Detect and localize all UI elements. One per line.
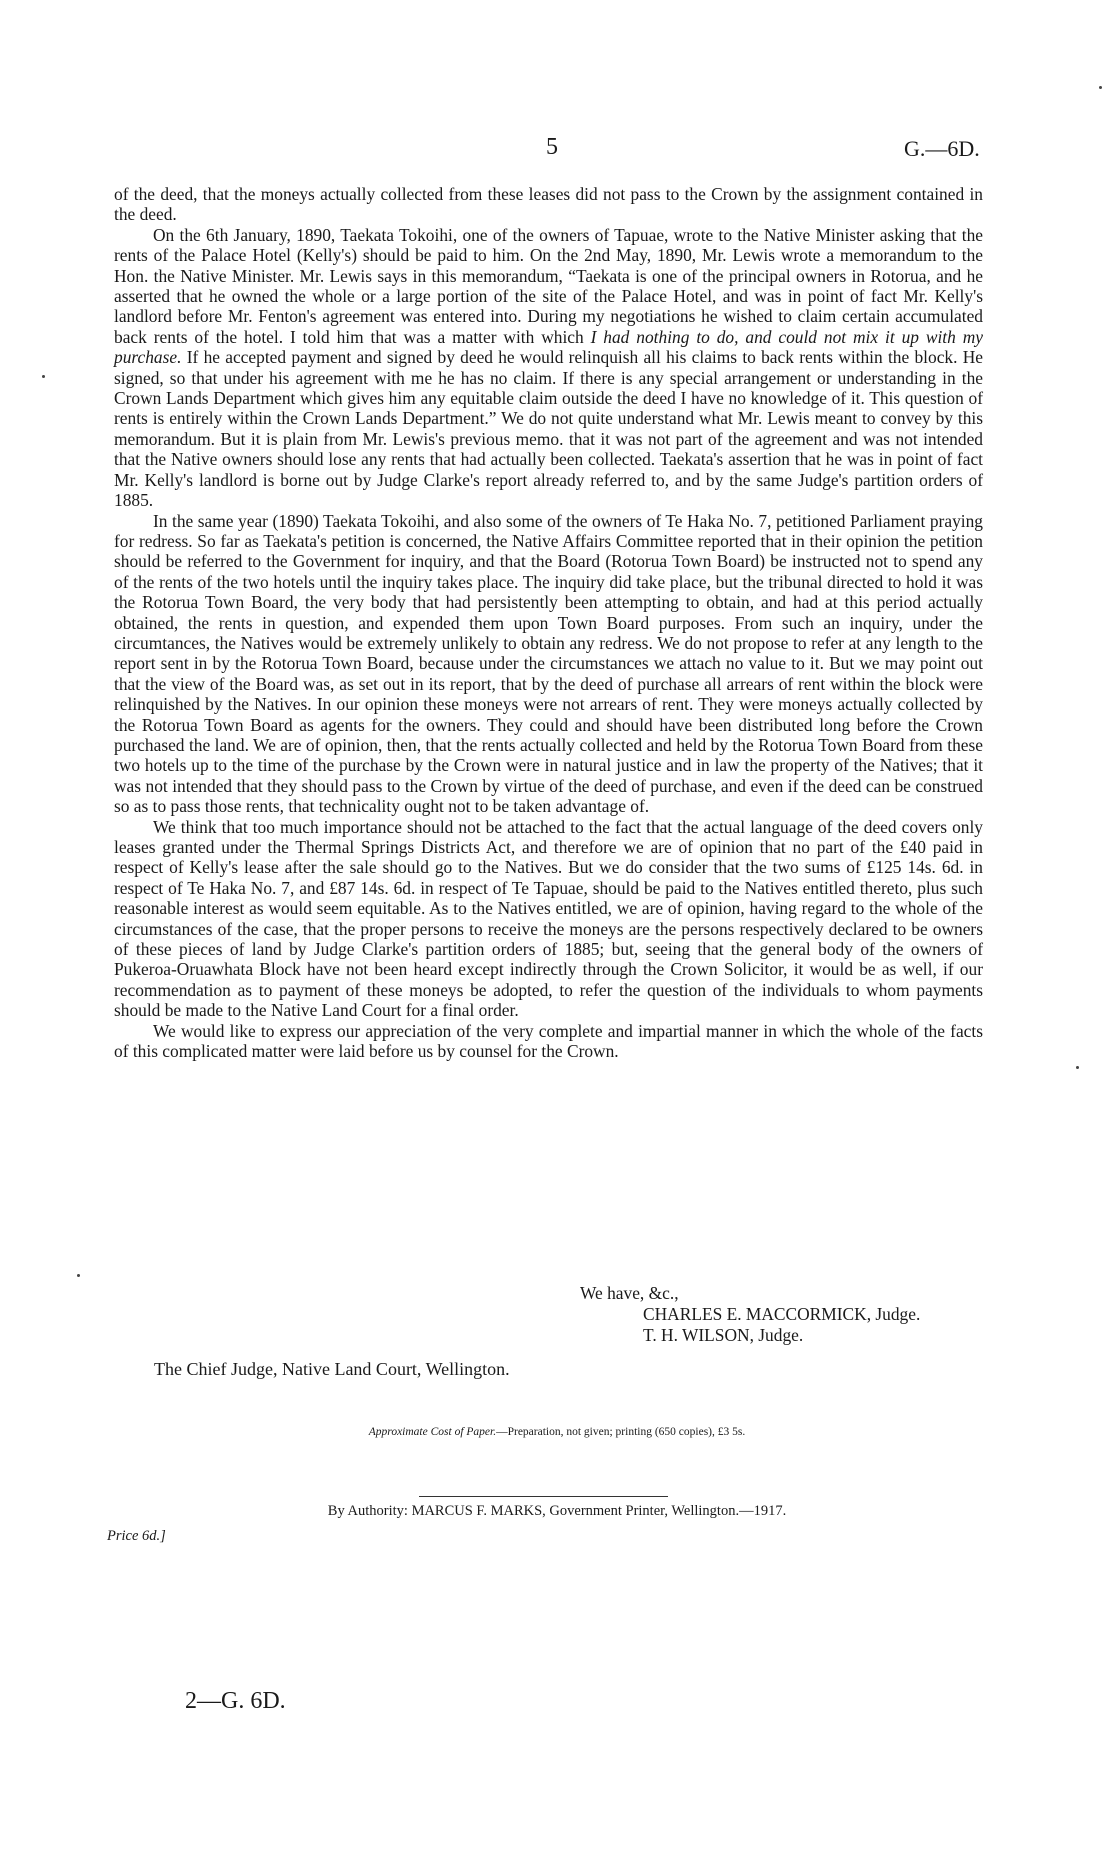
paper-speck bbox=[1099, 86, 1102, 89]
paragraph-2-text-a: On the 6th January, 1890, Taekata Tokoihi, one of the owners of Tapuae, wrote to the Native Minister asking that the rents of the Palace Hotel (Kelly's) should be paid to him. On the 2nd May, 1890, Mr. Lewis wrote a memorandum to the Hon. the Native Minister. Mr. Lewis says in this memorandum, “Taekata is one of the principal owners in Rotorua, and he asserted that he owned the whole or a large portion of the site of the Palace Hotel, and was in point of fact Mr. Kelly's landlord before Mr. Fenton's agreement was entered into. During my negotiations he wished to claim certain accumulated back rents of the hotel. I told him that was a matter with which bbox=[114, 224, 983, 347]
body-text bbox=[114, 184, 983, 1061]
addressee: The Chief Judge, Native Land Court, Wellington. bbox=[154, 1359, 510, 1379]
paragraph-5: We would like to express our appreciation of the very complete and impartial manner in which the whole of the facts of this complicated matter were laid before us by counsel for the Crown. bbox=[114, 1020, 983, 1062]
paragraph-4: We think that too much importance should not be attached to the fact that the actual language of the deed covers only leases granted under the Thermal Springs Districts Act, and therefore we are of opinion that no part of the £40 paid in respect of Kelly's lease after the sale should go to the Natives. But we do consider that the two sums of £125 14s. 6d. in respect of Te Haka No. 7, and £87 14s. 6d. in respect of Te Tapuae, should be paid to the Natives entitled thereto, plus such reasonable interest as would seem equitable. As to the Natives entitled, we are of opinion, having regard to the whole of the circumstances of the case, that the proper persons to receive the moneys are the persons respectively declared to be owners of these pieces of land by Judge Clarke's partition orders of 1885; but, seeing that the general body of the owners of Pukeroa-Oruawhata Block have not been heard except indirectly through the Crown Solicitor, it would be as well, if our recommendation as to payment of these moneys be adopted, to refer the question of the individuals to whom payments should be made to the Native Land Court for a final order. bbox=[114, 816, 983, 1021]
signature-maccormick: CHARLES E. MACCORMICK, Judge. bbox=[643, 1304, 921, 1324]
closing-salutation: We have, &c., bbox=[580, 1283, 679, 1303]
cost-note bbox=[0, 1426, 1114, 1438]
cost-note-label: Approximate Cost of Paper. bbox=[368, 1426, 497, 1438]
paper-speck bbox=[1076, 1066, 1079, 1069]
printer-authority: By Authority: MARCUS F. MARKS, Government Printer, Wellington.—1917. bbox=[327, 1503, 787, 1519]
paragraph-2-text-b: If he accepted payment and signed by deed he would relinquish all his claims to back rents within the block. He signed, so that under his agreement with me he has no claim. If there is any special arrangement or understanding in the Crown Lands Department which gives him any equitable claim outside the deed I have no knowledge of it. This question of rents is entirely within the Crown Lands Department.” We do not quite understand what Mr. Lewis meant to convey by this memorandum. But it is plain from Mr. Lewis's previous memo. that it was not part of the agreement and was not intended that the Native owners should lose any rents that had actually been collected. Taekata's assertion that he was in point of fact Mr. Kelly's landlord is borne out by Judge Clarke's report already referred to, and by the same Judge's partition orders of 1885. bbox=[114, 347, 983, 511]
paper-speck bbox=[42, 375, 45, 378]
paragraph-2 bbox=[114, 225, 983, 511]
price-note: Price 6d.] bbox=[107, 1528, 166, 1544]
document-code: G.—6D. bbox=[904, 136, 980, 161]
paragraph-1: of the deed, that the moneys actually collected from these leases did not pass to the Crown by the assignment contained in the deed. bbox=[114, 184, 983, 225]
divider-rule bbox=[419, 1496, 668, 1497]
signature-wilson: T. H. WILSON, Judge. bbox=[643, 1325, 804, 1345]
page-number: 5 bbox=[546, 134, 558, 160]
footer-code: 2—G. 6D. bbox=[185, 1688, 286, 1714]
paragraph-3: In the same year (1890) Taekata Tokoihi, and also some of the owners of Te Haka No. 7, petitioned Parliament praying for redress. So far as Taekata's petition is concerned, the Native Affairs Committee reported that in their opinion the petition should be referred to the Government for inquiry, and that the Board (Rotorua Town Board) be instructed not to spend any of the rents of the two hotels until the inquiry takes place. The inquiry did take place, but the tribunal directed to hold it was the Rotorua Town Board, the very body that had persistently been attempting to obtain, and had at this period actually obtained, the rents in question, and expended them upon Town Board purposes. From such an inquiry, under the circumtances, the Natives would be extremely unlikely to obtain any redress. We do not propose to refer at any length to the report sent in by the Rotorua Town Board, because under the circumstances we attach no value to it. But we may point out that the view of the Board was, as set out in its report, that by the deed of purchase all arrears of rent within the block were relinquished by the Natives. In our opinion these moneys were not arrears of rent. They were moneys actually collected by the Rotorua Town Board as agents for the owners. They could and should have been distributed long before the Crown purchased the land. We are of opinion, then, that the rents actually collected and held by the Rotorua Town Board from these two hotels up to the time of the purchase by the Crown were in natural justice and in law the property of the Natives; that it was not intended that they should pass to the Crown by virtue of the deed of purchase, and even if the deed can be construed so as to pass those rents, that technicality ought not to be taken advantage of. bbox=[114, 510, 983, 817]
paper-speck bbox=[77, 1274, 80, 1277]
paragraph-2-italic-quote: I had nothing to do, and could not mix it up with my purchase. bbox=[114, 326, 983, 368]
cost-note-text: —Preparation, not given; printing (650 copies), £3 5s. bbox=[496, 1426, 746, 1438]
